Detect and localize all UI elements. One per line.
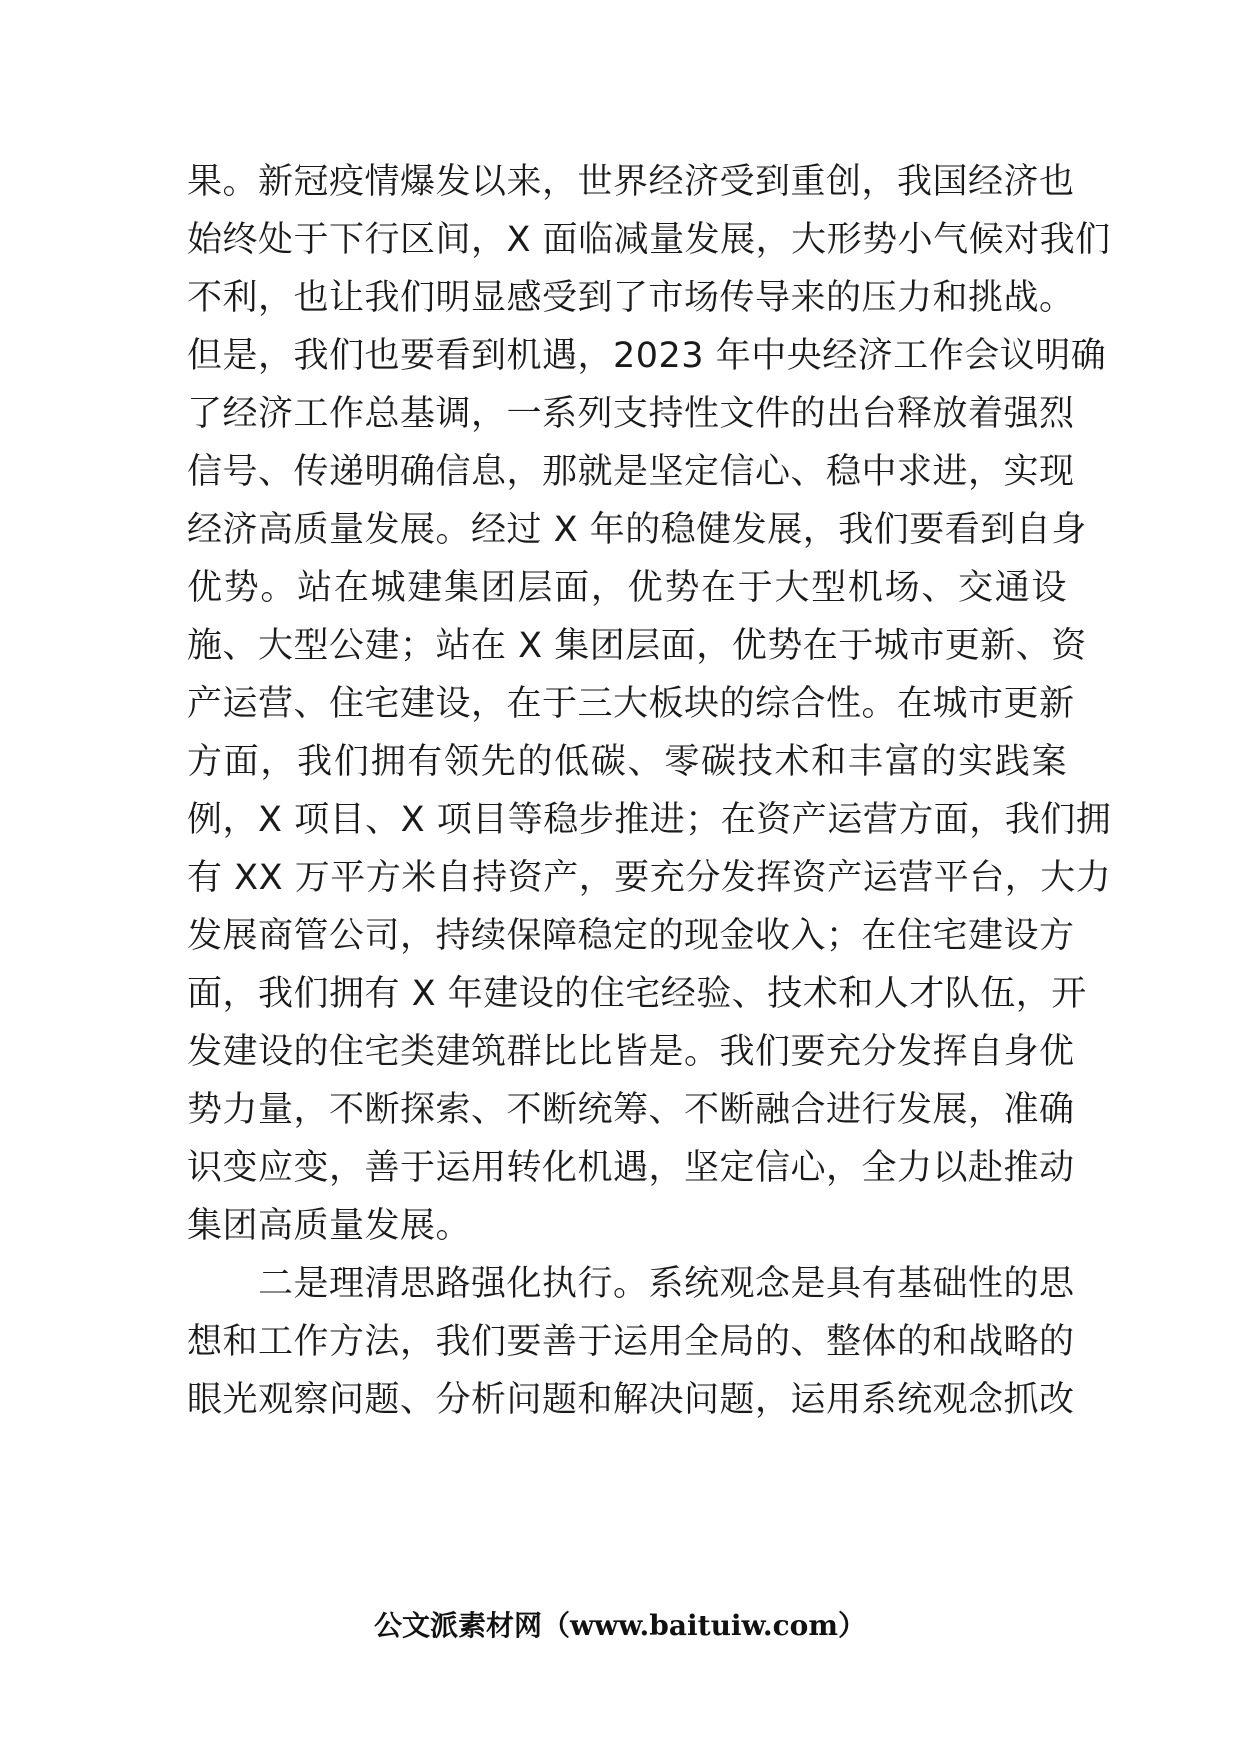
body-line: 了经济工作总基调，一系列支持性文件的出台释放着强烈 (187, 394, 1075, 434)
body-line: 但是，我们也要看到机遇，2023 年中央经济工作会议明确 (187, 336, 1107, 376)
body-line: 施、大型公建；站在 X 集团层面，优势在于城市更新、资 (187, 626, 1087, 666)
body-line: 优势。站在城建集团层面，优势在于大型机场、交通设 (187, 568, 1067, 608)
body-line: 信号、传递明确信息，那就是坚定信心、稳中求进，实现 (187, 452, 1075, 492)
body-line: 识变应变，善于运用转化机遇，坚定信心，全力以赴推动 (187, 1148, 1075, 1188)
body-line: 集团高质量发展。 (187, 1206, 472, 1246)
body-line: 发建设的住宅类建筑群比比皆是。我们要充分发挥自身优 (187, 1032, 1075, 1072)
footer-watermark: 公文派素材网（www.baituiw.com） (374, 1609, 866, 1642)
body-line: 发展商管公司，持续保障稳定的现金收入；在住宅建设方 (187, 916, 1075, 956)
body-line: 眼光观察问题、分析问题和解决问题，运用系统观念抓改 (187, 1380, 1075, 1420)
body-line: 果。新冠疫情爆发以来，世界经济受到重创，我国经济也 (187, 162, 1075, 202)
body-line: 例，X 项目、X 项目等稳步推进；在资产运营方面，我们拥 (187, 800, 1112, 840)
body-line: 始终处于下行区间，X 面临减量发展，大形势小气候对我们 (187, 220, 1111, 260)
paragraph-first-line: 二是理清思路强化执行。系统观念是具有基础性的思 (258, 1264, 1075, 1304)
body-line: 势力量，不断探索、不断统筹、不断融合进行发展，准确 (187, 1090, 1075, 1130)
body-line: 产运营、住宅建设，在于三大板块的综合性。在城市更新 (187, 684, 1075, 724)
body-line: 方面，我们拥有领先的低碳、零碳技术和丰富的实践案 (187, 742, 1067, 782)
body-line: 有 XX 万平方米自持资产，要充分发挥资产运营平台，大力 (187, 858, 1112, 898)
body-line: 面，我们拥有 X 年建设的住宅经验、技术和人才队伍，开 (187, 974, 1087, 1014)
body-line: 经济高质量发展。经过 X 年的稳健发展，我们要看到自身 (187, 510, 1087, 550)
body-line: 不利，也让我们明显感受到了市场传导来的压力和挑战。 (187, 278, 1075, 318)
body-line: 想和工作方法，我们要善于运用全局的、整体的和战略的 (187, 1322, 1075, 1362)
